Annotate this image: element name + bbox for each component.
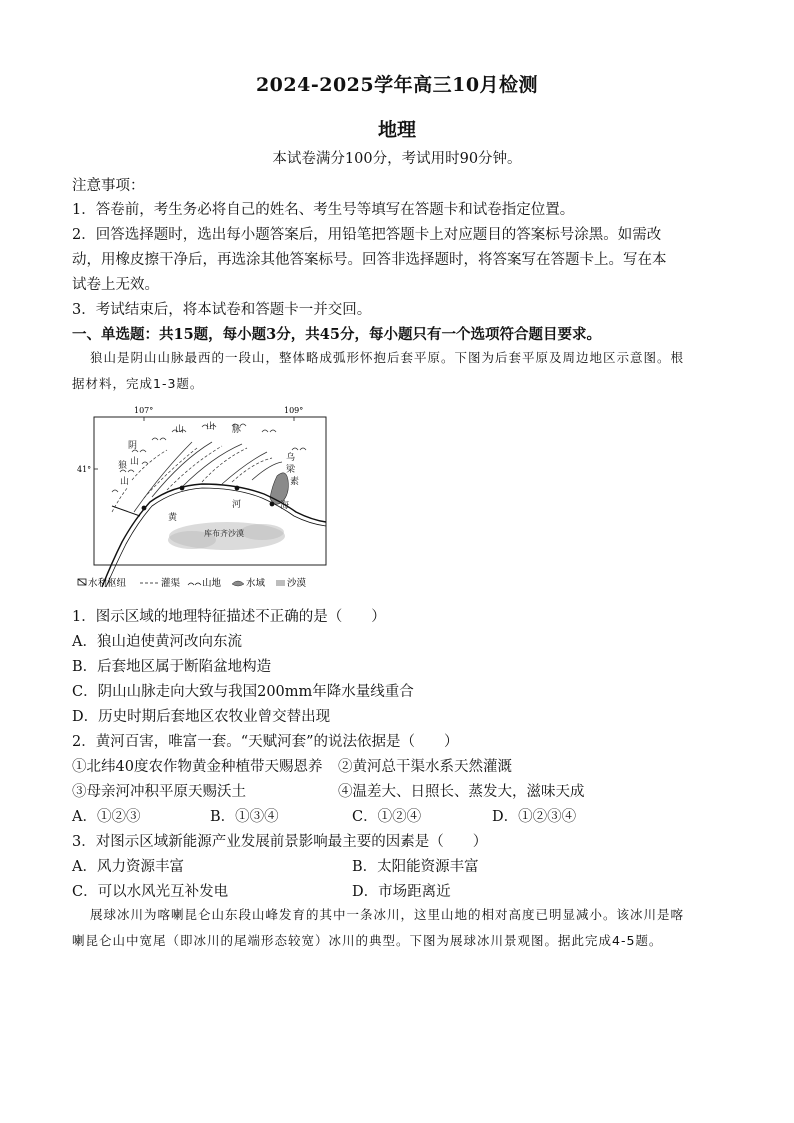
label-huang: 黄 bbox=[168, 513, 178, 523]
hydro-hubs bbox=[142, 486, 275, 511]
q2-option-d[interactable]: D．①②③④ bbox=[492, 809, 577, 825]
q1-option-a[interactable]: A．狼山迫使黄河改向东流 bbox=[72, 634, 242, 650]
q3-option-a[interactable]: A．风力资源丰富 bbox=[72, 859, 184, 875]
section-intro-line1: 狼山是阴山山脉最西的一段山，整体略成弧形怀抱后套平原。下图为后套平原及周边地区示意图。根 bbox=[90, 350, 685, 365]
q2-stem: 2．黄河百害，唯富一套。“天赋河套”的说法依据是（ ） bbox=[72, 734, 459, 750]
lon-label-107: 107° bbox=[134, 406, 154, 415]
legend-canal: 灌渠 bbox=[161, 578, 181, 589]
subject-title: 地理 bbox=[377, 119, 416, 141]
exam-info: 本试卷满分100分，考试用时90分钟。 bbox=[272, 151, 522, 167]
label-shan-3: 山 bbox=[130, 457, 140, 467]
q2-statement-1: ①北纬40度农作物黄金种植带天赐恩养 bbox=[72, 759, 323, 775]
label-shan-2: 山 bbox=[206, 422, 216, 432]
q1-option-d[interactable]: D．历史时期后套地区农牧业曾交替出现 bbox=[72, 709, 331, 725]
legend-desert: 沙漠 bbox=[287, 578, 307, 589]
label-yin: 阴 bbox=[128, 441, 138, 451]
label-lang: 狼 bbox=[118, 461, 128, 471]
label-su: 素 bbox=[290, 477, 300, 487]
q2-option-b[interactable]: B．①③④ bbox=[210, 809, 279, 825]
label-kubuqi-desert: 库布齐沙漠 bbox=[204, 529, 244, 538]
notice-item-1: 1．答卷前，考生务必将自己的姓名、考生号等填写在答题卡和试卷指定位置。 bbox=[72, 202, 575, 218]
legend-mountain-icon bbox=[188, 583, 201, 585]
label-hai: 海 bbox=[280, 501, 290, 511]
legend-mountain: 山地 bbox=[202, 578, 222, 589]
q3-stem: 3．对图示区域新能源产业发展前景影响最主要的因素是（ ） bbox=[72, 834, 488, 850]
q2-statement-4: ④温差大、日照长、蒸发大，滋味天成 bbox=[338, 784, 585, 800]
lat-label-41: 41° bbox=[77, 465, 92, 474]
notice-item-3: 3．考试结束后，将本试卷和答题卡一并交回。 bbox=[72, 302, 372, 318]
q2-option-a[interactable]: A．①②③ bbox=[72, 809, 141, 825]
notice-heading: 注意事项： bbox=[72, 178, 145, 194]
q1-option-c[interactable]: C．阴山山脉走向大致与我国200mm年降水量线重合 bbox=[72, 684, 414, 700]
q3-option-b[interactable]: B．太阳能资源丰富 bbox=[352, 859, 479, 875]
intro2-line2: 喇昆仑山中宽尾（即冰川的尾端形态较宽）冰川的典型。下图为展球冰川景观图。据此完成4-5题。 bbox=[72, 933, 663, 948]
label-shan-4: 山 bbox=[120, 477, 130, 487]
label-liang: 梁 bbox=[286, 465, 296, 475]
notice-item-2-line2: 动，用橡皮擦干净后，再选涂其他答案标号。回答非选择题时，将答案写在答题卡上。写在本 bbox=[72, 252, 667, 268]
intro2-line1: 展球冰川为喀喇昆仑山东段山峰发育的其中一条冰川，这里山地的相对高度已明显减小。该冰川是喀 bbox=[90, 907, 685, 922]
hetao-plain-map bbox=[72, 402, 344, 592]
notice-item-2-line3: 试卷上无效。 bbox=[72, 277, 159, 293]
q2-statement-2: ②黄河总干渠水系天然灌溉 bbox=[338, 759, 512, 775]
label-mai: 脉 bbox=[232, 425, 242, 435]
q1-stem: 1．图示区域的地理特征描述不正确的是（ ） bbox=[72, 609, 386, 625]
irrigation-lines bbox=[134, 442, 282, 512]
q3-option-c[interactable]: C．可以水风光互补发电 bbox=[72, 884, 229, 900]
lon-label-109: 109° bbox=[284, 406, 304, 415]
q2-statement-3: ③母亲河冲积平原天赐沃土 bbox=[72, 784, 246, 800]
section-heading: 一、单选题：共15题，每小题3分，共45分，每小题只有一个选项符合题目要求。 bbox=[72, 326, 601, 343]
q2-option-c[interactable]: C．①②④ bbox=[352, 809, 422, 825]
legend-water: 水域 bbox=[246, 578, 266, 589]
legend-desert-icon bbox=[276, 580, 285, 586]
exam-title: 2024-2025学年高三10月检测 bbox=[255, 74, 539, 96]
q1-option-b[interactable]: B．后套地区属于断陷盆地构造 bbox=[72, 659, 272, 675]
q3-option-d[interactable]: D．市场距离近 bbox=[352, 884, 451, 900]
legend-water-icon bbox=[232, 581, 244, 586]
wuliangsu-lake bbox=[270, 473, 288, 504]
notice-item-2-line1: 2．回答选择题时，选出每小题答案后，用铅笔把答题卡上对应题目的答案标号涂黑。如需改 bbox=[72, 227, 662, 243]
section-intro-line2: 据材料，完成1-3题。 bbox=[72, 376, 204, 391]
legend-hub: 水利枢纽 bbox=[88, 578, 127, 589]
label-wu: 乌 bbox=[286, 453, 296, 463]
label-he: 河 bbox=[232, 500, 242, 510]
label-shan-1: 山 bbox=[175, 425, 185, 435]
map-legend bbox=[78, 577, 307, 589]
